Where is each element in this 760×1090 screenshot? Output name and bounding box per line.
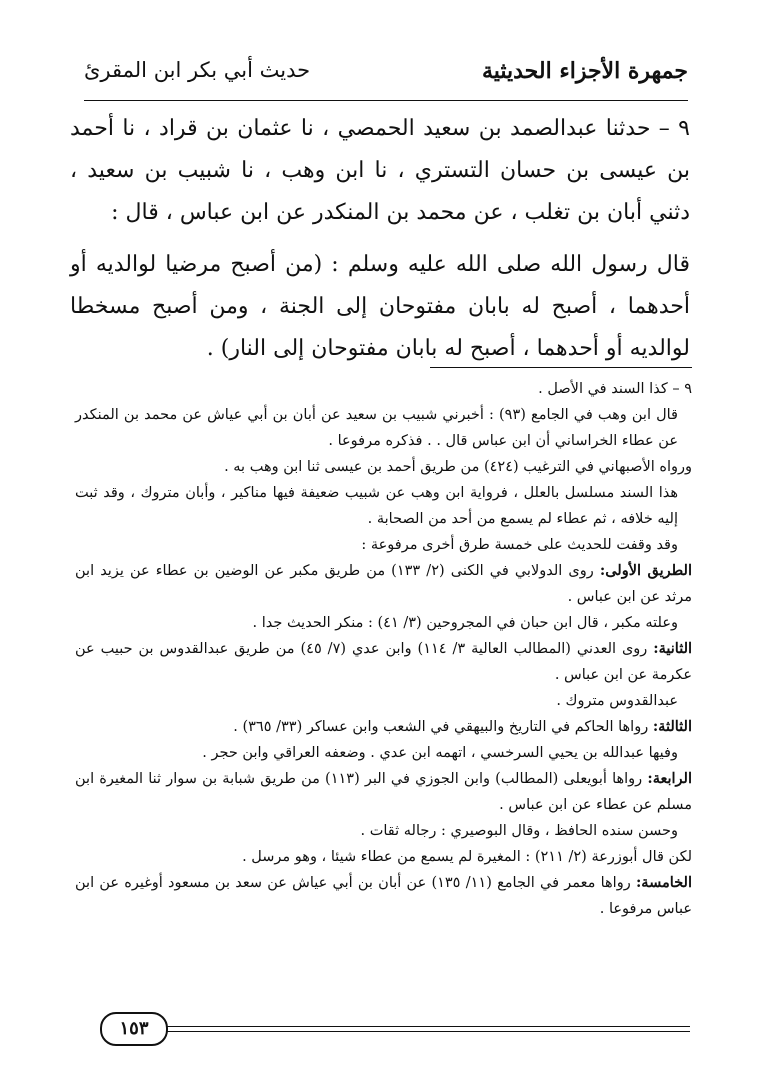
footnote-rule bbox=[430, 367, 692, 368]
footnote-line: الثالثة: رواها الحاكم في التاريخ والبيهقي في الشعب وابن عساكر (٣٣/ ٣٦٥) . bbox=[233, 718, 692, 735]
footnote-line: الخامسة: رواها معمر في الجامع (١١/ ١٣٥) عن أبان بن أبي عياش عن سعد بن مسعود أوغيره عن ابن عباس مرفوعا . bbox=[75, 874, 693, 917]
footnote-label: الرابعة: bbox=[647, 770, 692, 787]
footnote-line: وحسن سنده الحافظ ، وقال البوصيري : رجاله ثقات . bbox=[360, 823, 678, 839]
footnote-line: ورواه الأصبهاني في الترغيب (٤٢٤) من طريق أحمد بن عيسى ثنا ابن وهب به . bbox=[224, 459, 692, 475]
footnote-line: قال ابن وهب في الجامع (٩٣) : أخبرني شبيب بن سعيد عن أبان بن أبي عياش عن محمد بن المنكدر عن عطاء الخراساني أن ابن عباس قال . . فذكره مرفوعا . bbox=[75, 407, 678, 449]
footer-rule bbox=[150, 1026, 690, 1027]
part-title: حديث أبي بكر ابن المقرئ bbox=[84, 58, 311, 82]
footnote-label: الخامسة: bbox=[635, 874, 693, 891]
footnote-line: الثانية: روى العدني (المطالب العالية ٣/ ١١٤) وابن عدي (٧/ ٤٥) من طريق عبدالقدوس بن حبيب عن عكرمة عن ابن عباس . bbox=[75, 640, 693, 683]
hadith-isnad: ٩ – حدثنا عبدالصمد بن سعيد الحمصي ، نا عثمان بن قراد ، نا أحمد بن عيسى بن حسان التستري ، نا ابن وهب ، نا شبيب بن سعيد ، دثني أبان بن تغلب ، عن محمد بن المنكدر عن ابن عباس ، قال : bbox=[70, 116, 690, 225]
footnote-line: عبدالقدوس متروك . bbox=[556, 693, 678, 709]
footnote-line: لكن قال أبوزرعة (٢/ ٢١١) : المغيرة لم يسمع من عطاء شيئا ، وهو مرسل . bbox=[242, 849, 692, 865]
footnote-line: الطريق الأولى: روى الدولابي في الكنى (٢/ ١٣٣) من طريق مكبر عن الوضين بن عطاء عن يزيد ابن مرثد عن ابن عباس . bbox=[75, 562, 692, 605]
hadith-matn: قال رسول الله صلى الله عليه وسلم : (من أصبح مرضيا لوالديه أو أحدهما ، أصبح له بابان مفتوحان إلى الجنة ، ومن أصبح مسخطا لوالديه أو أحدهما ، أصبح له بابان مفتوحان إلى النار) . bbox=[70, 252, 690, 361]
footnote-line: هذا السند مسلسل بالعلل ، فرواية ابن وهب عن شبيب ضعيفة فيها مناكير ، وأبان متروك ، وقد ثبت إليه خلافه ، ثم عطاء لم يسمع من أحد من الصحابة . bbox=[75, 485, 678, 527]
footer-rule bbox=[150, 1031, 690, 1032]
book-title: جمهرة الأجزاء الحديثية bbox=[481, 58, 688, 84]
main-text bbox=[70, 108, 690, 380]
footnote-label: الطريق الأولى: bbox=[599, 562, 692, 579]
running-header bbox=[84, 58, 688, 94]
header-rule bbox=[84, 100, 688, 101]
footnote-line: وقد وقفت للحديث على خمسة طرق أخرى مرفوعة : bbox=[361, 537, 678, 553]
footnote-line: وفيها عبدالله بن يحيي السرخسي ، اتهمه ابن عدي . وضعفه العراقي وابن حجر . bbox=[202, 745, 678, 761]
page-number: ١٥٣ bbox=[100, 1012, 168, 1046]
footnote-line: وعلته مكبر ، قال ابن حبان في المجروحين (٣/ ٤١) : منكر الحديث جدا . bbox=[252, 615, 678, 631]
footnote-label: الثانية: bbox=[653, 640, 693, 657]
footnote-label: الثالثة: bbox=[652, 718, 692, 735]
footnote-line: الرابعة: رواها أبويعلى (المطالب) وابن الجوزي في البر (١١٣) من طريق شبابة بن سوار ثنا المغيرة ابن مسلم عن عطاء عن ابن عباس . bbox=[75, 770, 692, 813]
page-footer bbox=[70, 1012, 690, 1046]
footnote-line: ٩ – كذا السند في الأصل . bbox=[538, 381, 692, 397]
footnotes bbox=[75, 376, 692, 922]
